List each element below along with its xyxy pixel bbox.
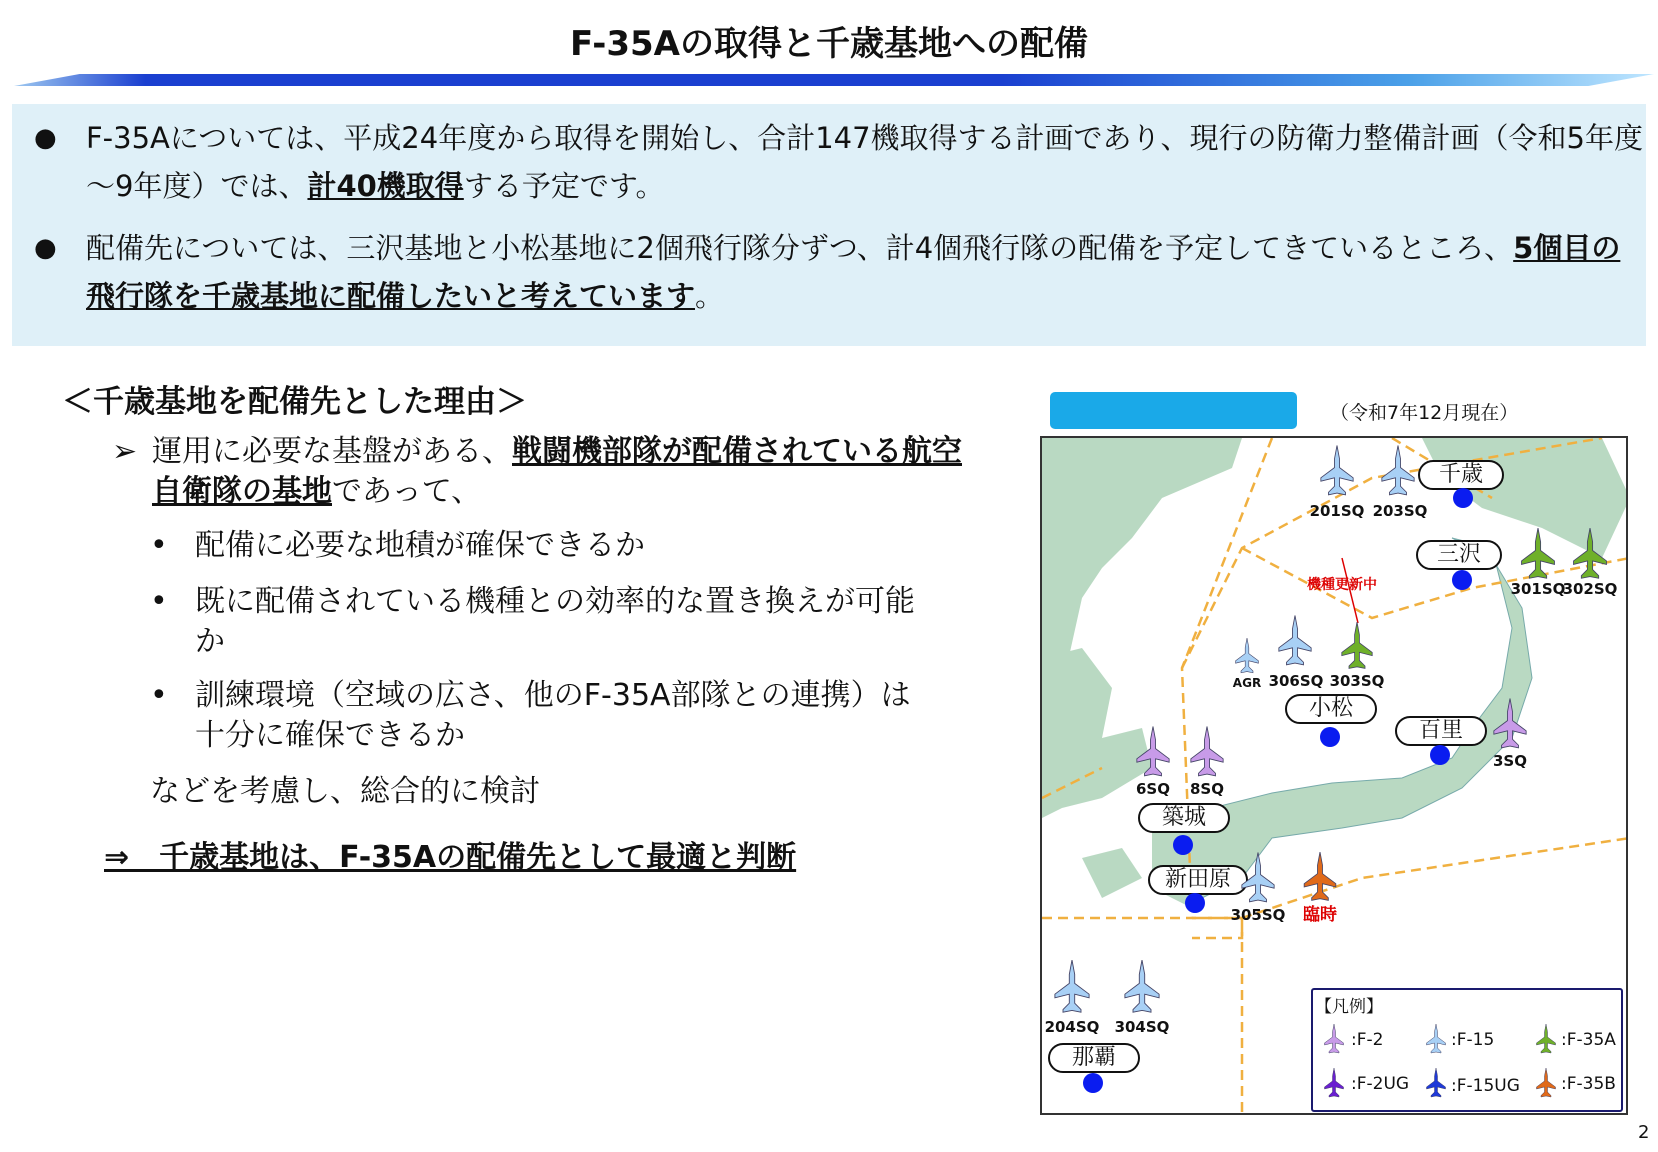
text: する予定です。 xyxy=(463,169,665,203)
base-marker xyxy=(1320,727,1340,747)
f15ug-icon xyxy=(1425,1068,1447,1098)
base-komatsu: 小松 xyxy=(1285,694,1377,724)
title-divider xyxy=(14,74,1654,86)
emphasis: 戦闘機部隊が配備されている航空自衛隊の基地 xyxy=(152,434,962,509)
f35b-icon xyxy=(1302,852,1338,902)
base-marker xyxy=(1173,835,1193,855)
sub-item: • 既に配備されている機種との効率的な置き換えが可能か xyxy=(150,584,915,659)
text: F-35Aについては、平成24年度から取得を開始し、合計147機取得する計画であり、現行の防衛力整備計画（令和5年度～9年度）では、 xyxy=(86,121,1644,203)
base-naha: 那覇 xyxy=(1048,1043,1140,1073)
map-label-box xyxy=(1050,392,1297,429)
squadron-label: 303SQ xyxy=(1329,672,1385,690)
base-marker xyxy=(1452,570,1472,590)
emphasis: 5個目の飛行隊を千歳基地に配備したいと考えています xyxy=(86,231,1621,313)
map-legend xyxy=(1311,988,1623,1112)
f15-icon xyxy=(1241,852,1275,904)
f15-icon xyxy=(1235,638,1259,674)
emphasis: 計40機取得 xyxy=(307,169,464,203)
text: 配備先については、三沢基地と小松基地に2個飛行隊分ずつ、計4個飛行隊の配備を予定してきているところ、 xyxy=(86,231,1514,265)
temporary-label: 臨時 xyxy=(1303,905,1337,925)
base-chitose: 千歳 xyxy=(1418,460,1504,490)
update-note: 機種更新中 xyxy=(1307,577,1377,593)
summary-box xyxy=(12,104,1646,346)
reason-main xyxy=(112,432,982,512)
page-number: 2 xyxy=(1638,1122,1650,1143)
base-marker xyxy=(1430,745,1450,765)
legend-item: :F-35A xyxy=(1561,1030,1616,1050)
base-tsuiki: 築城 xyxy=(1138,803,1230,833)
base-hyakuri: 百里 xyxy=(1395,716,1487,746)
page-title: F-35Aの取得と千歳基地への配備 xyxy=(570,24,1088,64)
legend-item: :F-2UG xyxy=(1351,1074,1410,1094)
map-date: （令和7年12月現在） xyxy=(1330,402,1519,424)
base-marker xyxy=(1185,893,1205,913)
f2-icon xyxy=(1190,726,1224,778)
squadron-label: 6SQ xyxy=(1136,780,1170,798)
legend-title: 【凡例】 xyxy=(1315,997,1383,1017)
f15-icon xyxy=(1124,960,1160,1014)
f2-icon xyxy=(1323,1024,1345,1054)
f15-icon xyxy=(1054,960,1090,1014)
squadron-label: 3SQ xyxy=(1493,752,1527,770)
squadron-label: 304SQ xyxy=(1114,1018,1170,1036)
squadron-label: 203SQ xyxy=(1372,502,1428,520)
bullet-icon: ● xyxy=(34,123,57,153)
squadron-label: 301SQ xyxy=(1510,580,1566,598)
legend-item: :F-2 xyxy=(1351,1030,1384,1050)
text: 運用に必要な基盤がある、 xyxy=(152,434,512,469)
reasons-heading: ＜千歳基地を配備先とした理由＞ xyxy=(62,384,527,420)
f2-icon xyxy=(1493,698,1527,750)
legend-item: :F-15 xyxy=(1451,1030,1495,1050)
squadron-label: 306SQ xyxy=(1268,672,1324,690)
f15-icon xyxy=(1425,1024,1447,1054)
f35a-icon xyxy=(1570,528,1610,580)
squadron-label: AGR xyxy=(1232,676,1262,690)
legend-item: :F-15UG xyxy=(1451,1076,1520,1096)
f35b-icon xyxy=(1535,1068,1557,1098)
text: 。 xyxy=(695,279,725,313)
bullet-icon: ● xyxy=(34,233,57,263)
base-nyutabaru: 新田原 xyxy=(1148,865,1248,895)
arrow-bullet-icon: ➢ xyxy=(112,434,138,469)
squadron-label: 305SQ xyxy=(1230,906,1286,924)
squadron-label: 204SQ xyxy=(1044,1018,1100,1036)
f35a-icon xyxy=(1518,528,1558,580)
f15-icon xyxy=(1381,445,1415,497)
conclusion: ⇒ 千歳基地は、F-35Aの配備先として最適と判断 xyxy=(104,840,797,875)
squadron-label: 201SQ xyxy=(1309,502,1365,520)
f35a-icon xyxy=(1341,622,1373,670)
f2-icon xyxy=(1136,726,1170,778)
text: であって、 xyxy=(332,474,482,509)
f35a-icon xyxy=(1535,1024,1557,1054)
f2ug-icon xyxy=(1323,1068,1345,1098)
squadron-label: 8SQ xyxy=(1190,780,1224,798)
squadron-label: 302SQ xyxy=(1562,580,1618,598)
base-marker xyxy=(1453,488,1473,508)
base-marker xyxy=(1083,1073,1103,1093)
legend-item: :F-35B xyxy=(1561,1074,1616,1094)
f15-icon xyxy=(1320,445,1354,497)
base-misawa: 三沢 xyxy=(1416,540,1502,570)
sub-item: • 配備に必要な地積が確保できるか xyxy=(150,528,645,563)
f15-icon xyxy=(1278,615,1312,667)
reason-summary: などを考慮し、総合的に検討 xyxy=(150,774,540,809)
sub-item: • 訓練環境（空域の広さ、他のF-35A部隊との連携）は十分に確保できるか xyxy=(150,678,911,753)
